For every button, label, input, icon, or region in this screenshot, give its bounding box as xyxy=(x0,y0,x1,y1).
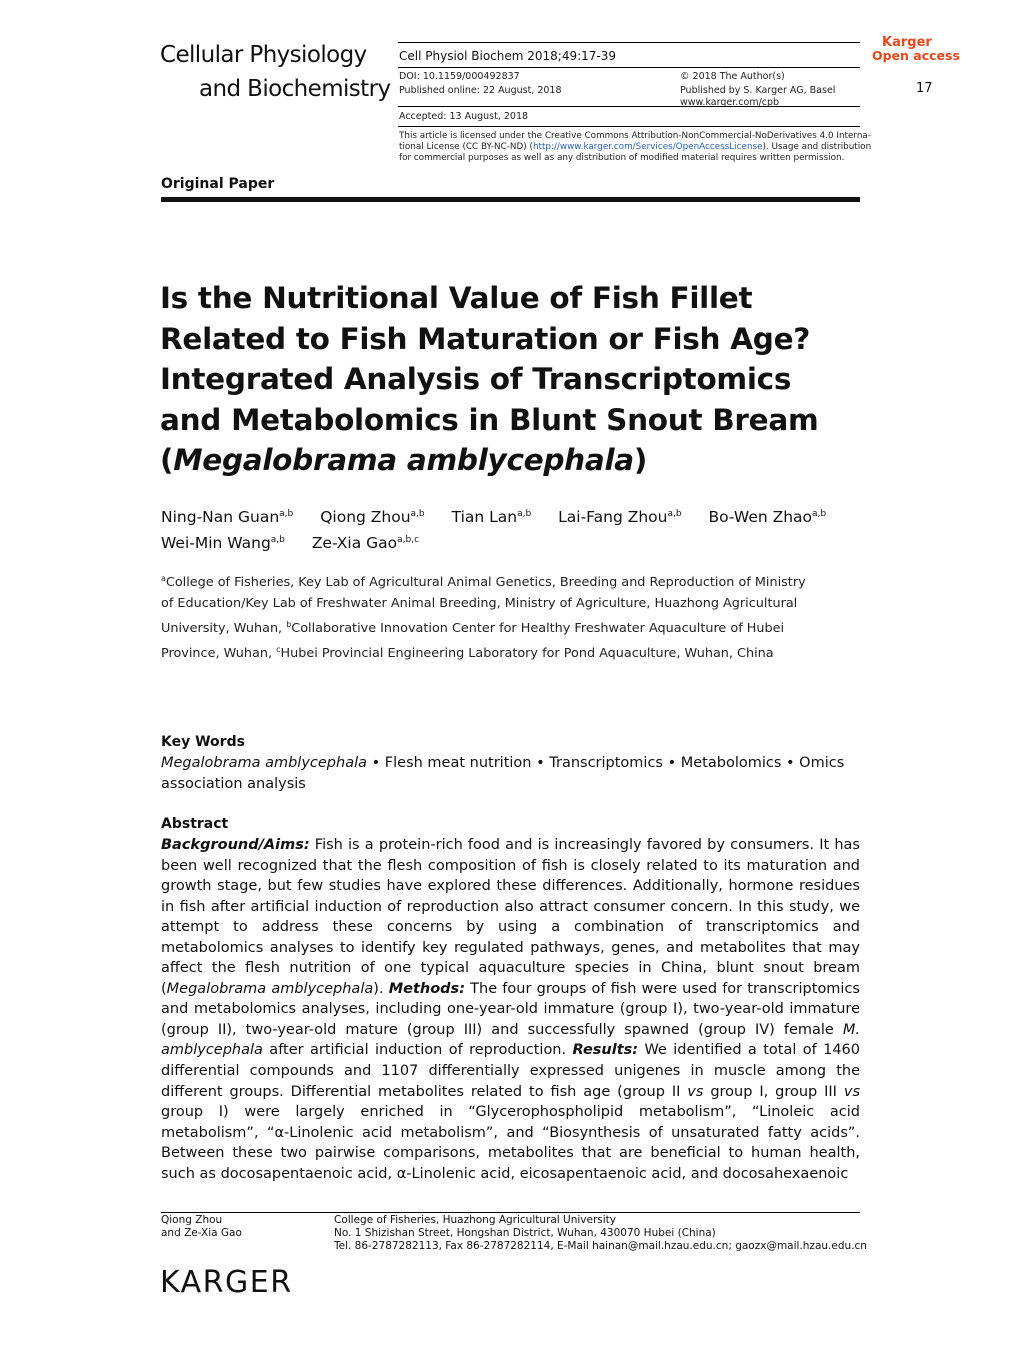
author-list xyxy=(161,503,861,555)
abstract-heading: Abstract xyxy=(161,816,229,832)
citation: Cell Physiol Biochem 2018;49:17-39 xyxy=(399,49,617,63)
keywords-heading: Key Words xyxy=(161,734,245,750)
karger-open-access-logo: Karger Open access xyxy=(872,35,960,63)
page-number: 17 xyxy=(916,81,933,96)
copyright: © 2018 The Author(s) xyxy=(680,71,785,82)
author[interactable]: Lai-Fang Zhou$^{a,b}$ xyxy=(558,508,682,526)
license-text: This article is licensed under the Creative Commons Attribution-NonCommercial-NoDerivatives 4.0 Interna- tional License (CC BY-NC-ND) (http://www.karger.com/Services/OpenAccessLicense). Usage and distribution for commercial purposes as well as any distribution of modified material requires written permission. xyxy=(399,131,872,163)
correspondence-address: College of Fisheries, Huazhong Agricultural University No. 1 Shizishan Street, Hongshan District, Wuhan, 430070 Hubei (China) Tel. 86-2787282113, Fax 86-2787282114, E-Mail hainan@mail.hzau.edu.cn; gaozx@mail.hzau.edu.cn xyxy=(334,1214,867,1252)
doi: DOI: 10.1159/000492837 xyxy=(399,71,520,82)
article-title: Is the Nutritional Value of Fish Fillet Related to Fish Maturation or Fish Age? Integrated Analysis of Transcriptomics and Metabolomics in Blunt Snout Bream (Megalobrama amblycephala) xyxy=(160,281,819,477)
header-rule-top xyxy=(398,42,860,43)
license-link[interactable]: http://www.karger.com/Services/OpenAccessLicense xyxy=(532,142,763,152)
header-rule-2 xyxy=(398,67,860,68)
species-name-title: Megalobrama amblycephala xyxy=(173,443,634,477)
accepted-date: Accepted: 13 August, 2018 xyxy=(399,111,529,122)
header-rule-4 xyxy=(398,126,860,127)
author[interactable]: Wei-Min Wang$^{a,b}$ xyxy=(161,534,285,552)
author[interactable]: Ning-Nan Guan$^{a,b}$ xyxy=(161,508,294,526)
journal-name-line2: and Biochemistry xyxy=(199,76,391,102)
corresponding-authors: Qiong Zhou and Ze-Xia Gao xyxy=(161,1214,242,1239)
journal-name-line1: Cellular Physiology xyxy=(160,42,367,68)
published-online: Published online: 22 August, 2018 xyxy=(399,85,562,96)
author[interactable]: Bo-Wen Zhao$^{a,b}$ xyxy=(708,508,827,526)
author[interactable]: Tian Lan$^{a,b}$ xyxy=(451,508,532,526)
karger-logo: KARGER xyxy=(160,1265,293,1300)
author[interactable]: Ze-Xia Gao$^{a,b,c}$ xyxy=(311,534,420,552)
author[interactable]: Qiong Zhou$^{a,b}$ xyxy=(320,508,425,526)
journal-url[interactable]: www.karger.com/cpb xyxy=(680,97,780,108)
publisher: Published by S. Karger AG, Basel xyxy=(680,85,836,96)
footer-rule xyxy=(161,1212,860,1213)
keywords: Megalobrama amblycephala • Flesh meat nutrition • Transcriptomics • Metabolomics • Omics association analysis xyxy=(161,755,845,792)
affiliations: $^a$College of Fisheries, Key Lab of Agricultural Animal Genetics, Breeding and Reproduction of Ministry of Education/Key Lab of Freshwater Animal Breeding, Ministry of Agriculture, Huazhong Agricultural University, Wuhan, $^b$Collaborative Innovation Center for Healthy Freshwater Aquaculture of Hubei Province, Wuhan, $^c$Hubei Provincial Engineering Laboratory for Pond Aquaculture, Wuhan, China xyxy=(161,574,806,661)
header-thick-rule xyxy=(161,197,860,202)
header-rule-3 xyxy=(398,106,860,107)
abstract-body: Background/Aims: Fish is a protein-rich food and is increasingly favored by consumers. It has been well recognized that the flesh composition of fish is closely related to its maturation and growth stage, but few studies have explored these differences. Additionally, hormone residues in fish after artificial induction of reproduction also attract consumer concern. In this study, we attempt to address these concerns by using a combination of transcriptomics and metabolomics analyses to identify key regulated pathways, genes, and metabolites that may affect the flesh nutrition of one typical aquaculture species in China, blunt snout bream (Megalobrama amblycephala). Methods: The four groups of fish were used for transcriptomics and metabolomics analyses, including one-year-old immature (group I), two-year-old immature (group II), two-year-old mature (group III) and successfully spawned (group IV) female M. amblycephala after artificial induction of reproduction. Results: We identified a total of 1460 differential compounds and 1107 differentially expressed unigenes in muscle among the different groups. Differential metabolites related to fish age (group II vs group I, group III vs group I) were largely enriched in “Glycerophospholipid metabolism”, “Linoleic acid metabolism”, “α-Linolenic acid metabolism”, and “Biosynthesis of unsaturated fatty acids”. Between these two pairwise comparisons, metabolites that are beneficial to human health, such as docosapentaenoic acid, α-Linolenic acid, eicosapentaenoic acid, and docosahexaenoic xyxy=(161,837,860,1182)
article-type: Original Paper xyxy=(161,176,275,192)
